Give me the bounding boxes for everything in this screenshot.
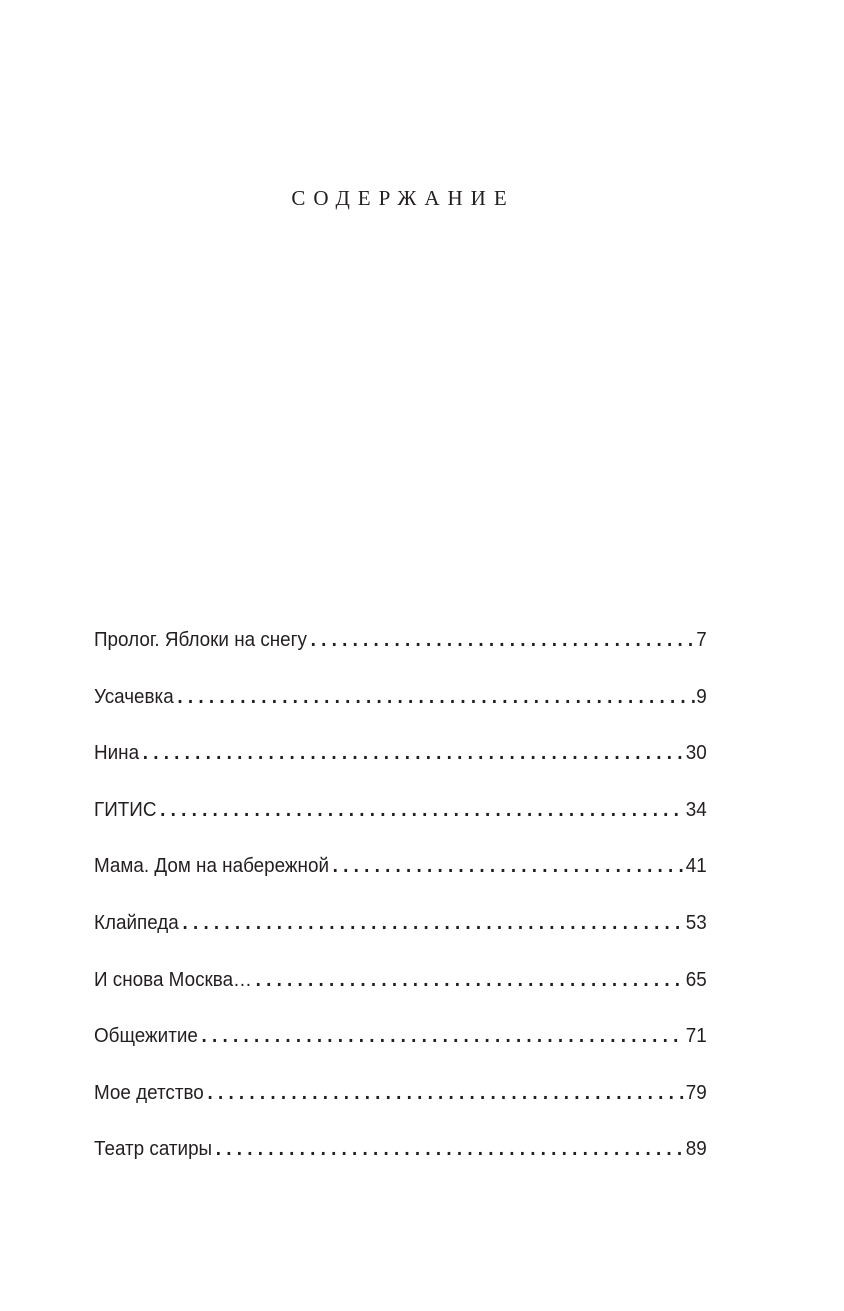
toc-entry-page: 89 [685,1137,707,1161]
contents-heading: СОДЕРЖАНИЕ [291,186,515,210]
toc-entry[interactable] [94,1078,707,1135]
toc-entry[interactable] [94,682,707,739]
toc-entry-title: Клайпеда [94,910,179,934]
toc-dot-leader [202,1021,684,1051]
toc-dot-leader [177,682,694,712]
toc-entry-page: 30 [685,741,707,765]
toc-entry[interactable] [94,625,707,682]
toc-dot-leader [311,625,695,655]
toc-entry-page: 9 [696,684,707,708]
toc-entry-page: 53 [685,910,707,934]
toc-dot-leader [143,738,684,768]
toc-entry-title: И снова Москва… [94,967,252,991]
toc-entry[interactable] [94,738,707,795]
toc-dot-leader [160,795,684,825]
toc-entry-title: Общежитие [94,1024,198,1048]
toc-entry-page: 79 [685,1080,707,1104]
toc-entry-title: Нина [94,741,140,765]
toc-dot-leader [216,1134,684,1164]
toc-entry-page: 34 [685,797,707,821]
toc-entry[interactable] [94,795,707,852]
toc-entry-page: 41 [685,854,707,878]
toc-entry-title: Пролог. Яблоки на снегу [94,628,307,651]
toc-entry-title: ГИТИС [94,797,157,821]
toc-entry[interactable] [94,908,707,965]
toc-entry[interactable] [94,851,707,908]
toc-entry-title: Театр сатиры [94,1137,213,1161]
toc-entry-title: Мама. Дом на набережной [94,854,329,878]
toc-dot-leader [256,965,684,995]
toc-entry-title: Усачевка [94,684,174,708]
toc-entry[interactable] [94,1021,707,1078]
toc-entry[interactable] [94,965,707,1022]
table-of-contents [94,625,707,1191]
toc-entry-page: 71 [685,1024,707,1048]
toc-entry-page: 7 [696,628,707,651]
toc-dot-leader [333,851,684,881]
toc-entry-title: Мое детство [94,1080,204,1104]
toc-dot-leader [182,908,683,938]
toc-entry-page: 65 [685,967,707,991]
toc-dot-leader [207,1078,683,1108]
toc-entry[interactable] [94,1134,707,1191]
